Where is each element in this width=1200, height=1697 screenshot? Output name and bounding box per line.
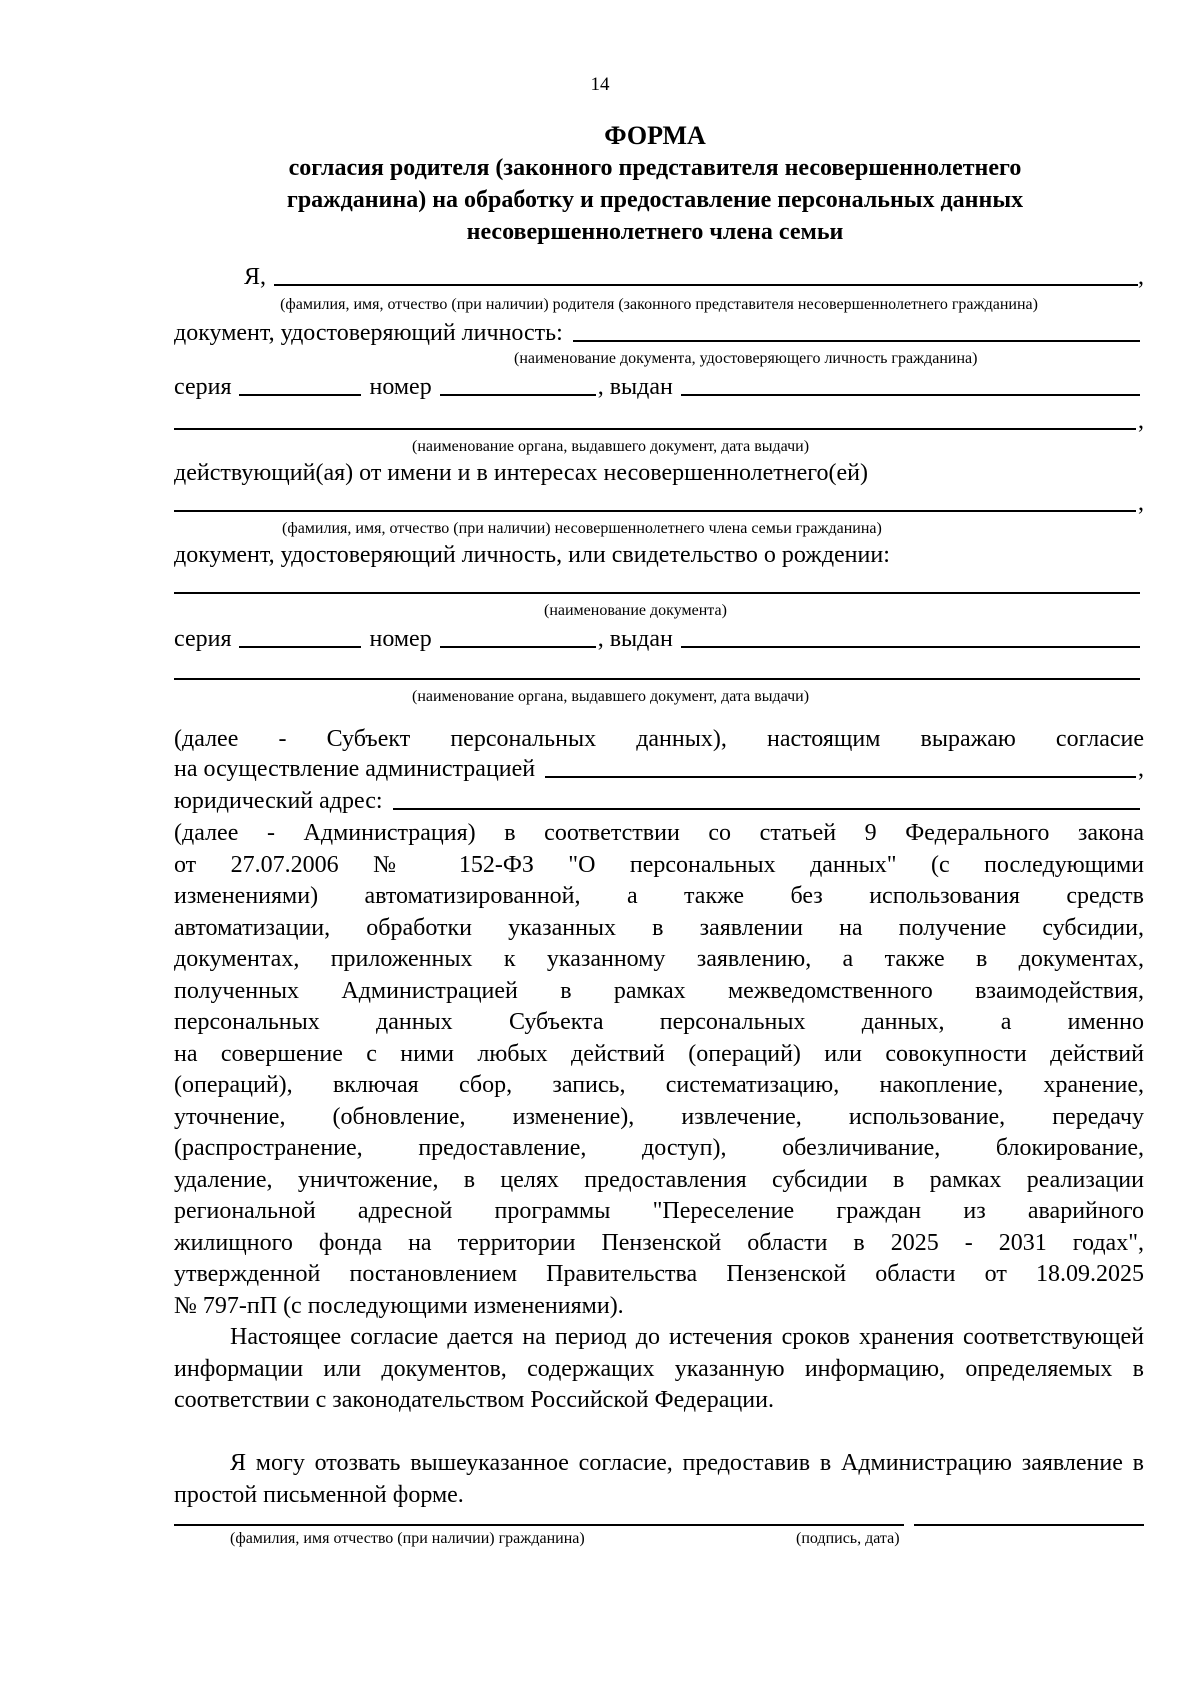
- minor-doc-row: [174, 540, 1144, 570]
- number-label: номер: [369, 626, 432, 652]
- text-line: персональных данных Субъекта персональных данных, а именно: [174, 1009, 1144, 1035]
- id-doc-label: документ, удостоверяющий личность:: [174, 320, 563, 346]
- text-line: утвержденной постановлением Правительства Пензенской области от 18.09.2025: [174, 1261, 1144, 1287]
- issuer-hint: (наименование органа, выдавшего документ, дата выдачи): [412, 438, 810, 455]
- text-line: (распространение, предоставление, доступ), обезличивание, блокирование,: [174, 1135, 1144, 1161]
- legal-address-field[interactable]: [393, 786, 1140, 810]
- acting-row: [174, 458, 1144, 488]
- subtitle-line-2: гражданина) на обработку и предоставление персональных данных: [286, 187, 1024, 213]
- minor-name-row: [174, 488, 1144, 518]
- document-title-block: [170, 120, 1140, 248]
- text-line: жилищного фонда на территории Пензенской области в 2025 - 2031 годах",: [174, 1229, 1144, 1256]
- legal-address-label: юридический адрес:: [174, 788, 383, 814]
- parent-name-row: [174, 262, 1144, 292]
- series-label: серия: [174, 626, 232, 652]
- id-doc-hint: (наименование документа, удостоверяющего личность гражданина): [514, 350, 978, 367]
- text-line: полученных Администрацией в рамках межведомственного взаимодействия,: [174, 977, 1144, 1004]
- text-line: изменениями) автоматизированной, а также без использования средств: [174, 883, 1144, 909]
- minor-series-row: [174, 624, 1144, 654]
- parent-issued-field[interactable]: [681, 372, 1140, 396]
- comma: ,: [1138, 264, 1144, 290]
- parent-name-field[interactable]: [274, 262, 1138, 286]
- text-line: (операций), включая сбор, запись, систематизацию, накопление, хранение,: [174, 1072, 1144, 1098]
- issued-label: , выдан: [597, 626, 673, 652]
- text-line: № 797-пП (с последующими изменениями).: [174, 1292, 624, 1319]
- text-line: (далее - Администрация) в соответствии со статьей 9 Федерального закона: [174, 820, 1144, 846]
- main-paragraph: [174, 818, 1144, 1322]
- minor-issuer-field[interactable]: [174, 656, 1140, 680]
- paragraph-term: Настоящее согласие дается на период до истечения сроков хранения соответствующей информации или документов, содержащих указанную информацию, определяемых в соответствии с законодательством Российской Федерации.: [174, 1324, 1144, 1413]
- parent-series-field[interactable]: [239, 372, 361, 396]
- parent-series-row: [174, 372, 1144, 402]
- subtitle-line-1: согласия родителя (законного представителя несовершеннолетнего: [288, 155, 1022, 181]
- minor-issuer-row: [174, 656, 1144, 686]
- minor-doc-line-row: [174, 570, 1144, 600]
- page-number: 14: [590, 74, 610, 95]
- text-line: уточнение, (обновление, изменение), извлечение, использование, передачу: [174, 1103, 1144, 1130]
- parent-issuer-row: [174, 406, 1144, 436]
- minor-issued-field[interactable]: [681, 624, 1140, 648]
- minor-doc-field[interactable]: [174, 570, 1140, 594]
- citizen-name-signature-line[interactable]: [174, 1524, 904, 1526]
- administration-label: на осуществление администрацией: [174, 756, 536, 782]
- text-line: на совершение с ними любых действий (операций) или совокупности действий: [174, 1040, 1144, 1067]
- text-line: от 27.07.2006 № 152-ФЗ "О персональных данных" (с последующими: [174, 851, 1144, 878]
- form-title: ФОРМА: [604, 121, 706, 150]
- text-line: документах, приложенных к указанному заявлению, а также в документах,: [174, 946, 1144, 972]
- parent-issuer-field[interactable]: [174, 406, 1136, 430]
- issued-label: , выдан: [597, 374, 673, 400]
- number-label: номер: [369, 374, 432, 400]
- acting-label: действующий(ая) от имени и в интересах несовершеннолетнего(ей): [174, 460, 868, 486]
- minor-number-field[interactable]: [440, 624, 596, 648]
- minor-series-field[interactable]: [239, 624, 361, 648]
- administration-row: [174, 754, 1144, 784]
- subtitle-line-3: несовершеннолетнего члена семьи: [466, 219, 844, 245]
- consent-line-1: (далее - Субъект персональных данных), настоящим выражаю согласие: [174, 726, 1144, 752]
- text-line: автоматизации, обработки указанных в заявлении на получение субсидии,: [174, 914, 1144, 941]
- minor-name-field[interactable]: [174, 488, 1136, 512]
- signature-date-hint: (подпись, дата): [796, 1530, 900, 1547]
- citizen-name-hint: (фамилия, имя отчество (при наличии) гражданина): [230, 1530, 585, 1547]
- parent-id-doc-field[interactable]: [573, 318, 1140, 342]
- parent-name-hint: (фамилия, имя, отчество (при наличии) родителя (законного представителя несовершеннолетнего гражданина): [280, 296, 1038, 313]
- comma: ,: [1138, 490, 1144, 516]
- signature-date-line[interactable]: [914, 1524, 1144, 1526]
- comma: ,: [1138, 408, 1144, 434]
- issuer-hint-2: (наименование органа, выдавшего документ, дата выдачи): [412, 688, 810, 705]
- parent-id-doc-row: [174, 318, 1144, 348]
- paragraph-revoke: Я могу отозвать вышеуказанное согласие, предоставив в Администрацию заявление в простой письменной форме.: [174, 1450, 1144, 1508]
- comma: ,: [1138, 756, 1144, 782]
- text-line: удаление, уничтожение, в целях предоставления субсидии в рамках реализации: [174, 1166, 1144, 1193]
- legal-address-row: [174, 786, 1144, 816]
- minor-name-hint: (фамилия, имя, отчество (при наличии) несовершеннолетнего члена семьи гражданина): [282, 520, 882, 537]
- ya-label: Я,: [244, 264, 267, 290]
- text-line: региональной адресной программы "Переселение граждан из аварийного: [174, 1198, 1144, 1224]
- administration-field[interactable]: [545, 754, 1136, 778]
- series-label: серия: [174, 374, 232, 400]
- minor-doc-hint: (наименование документа): [544, 602, 727, 619]
- minor-doc-label: документ, удостоверяющий личность, или свидетельство о рождении:: [174, 542, 890, 568]
- parent-number-field[interactable]: [440, 372, 596, 396]
